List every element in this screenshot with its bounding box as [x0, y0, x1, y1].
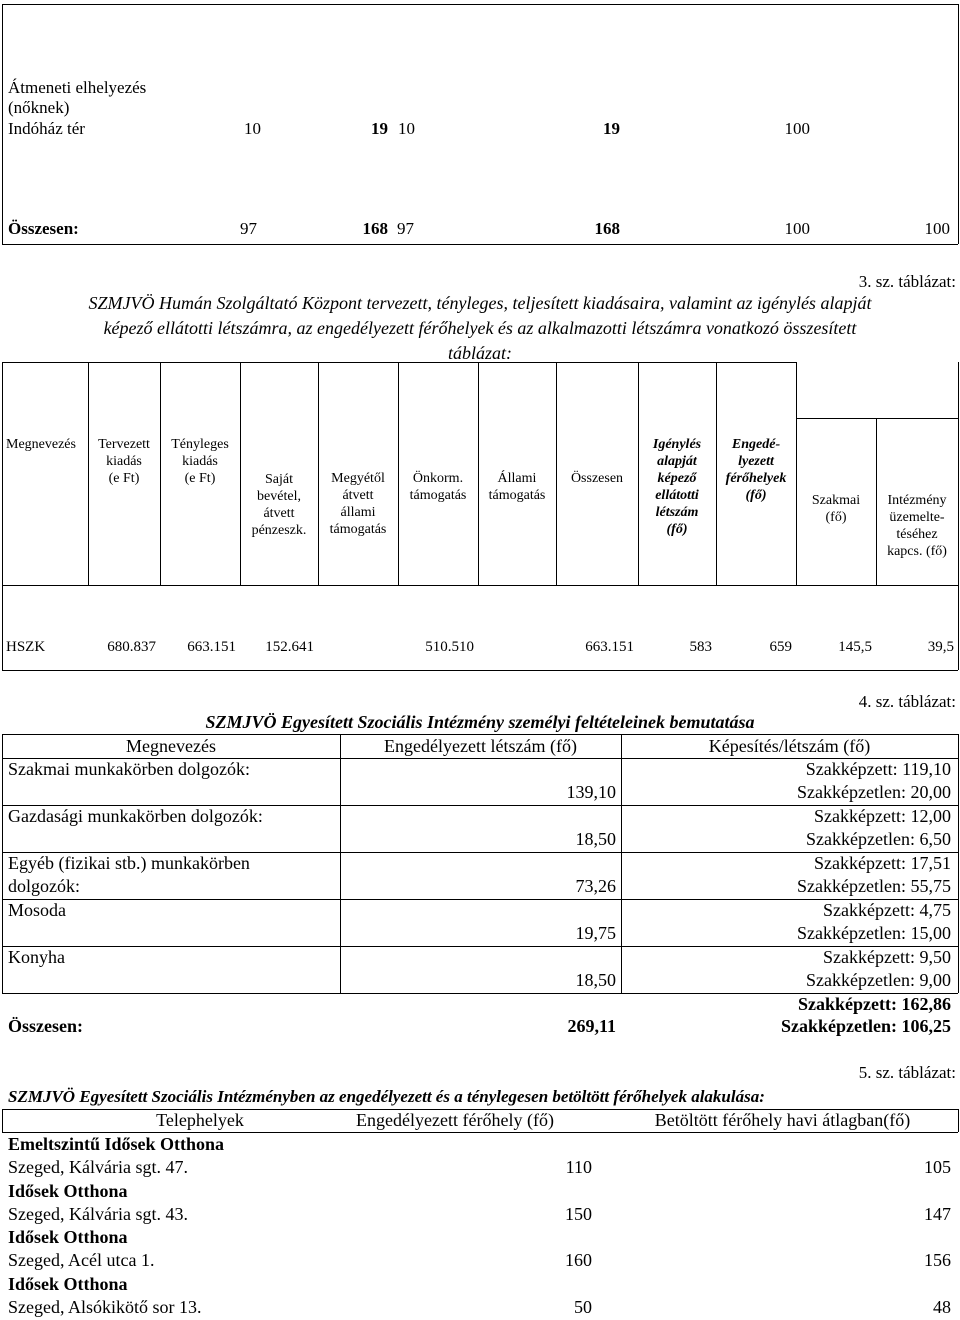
column-header: Engedé- [731, 437, 781, 452]
column-header: Megnevezés [126, 736, 216, 756]
column-header: Tényleges [171, 437, 229, 452]
facility-address: Szeged, Kálvária sgt. 47. [8, 1157, 188, 1177]
value-cell: 19 [371, 119, 388, 138]
column-header: Engedélyezett létszám (fő) [384, 736, 577, 756]
row-name: Mosoda [8, 900, 66, 920]
count-cell: 139,10 [566, 782, 616, 802]
row-name: HSZK [6, 639, 46, 655]
column-header: Igénylés [652, 437, 702, 452]
column-header: (fő) [666, 522, 688, 537]
row-name: Konyha [8, 947, 65, 967]
column-header: létszám [655, 505, 699, 520]
row-name-line: (nőknek) [8, 98, 70, 117]
row-name: Gazdasági munkakörben dolgozók: [8, 806, 263, 826]
column-header: Saját [265, 472, 293, 487]
approved-cell: 160 [565, 1250, 592, 1270]
table-cell: 663.151 [585, 639, 634, 655]
column-header: (fő) [745, 488, 767, 503]
column-header: Képesítés/létszám (fő) [708, 736, 871, 756]
column-header: támogatás [329, 522, 387, 537]
facility-name: Idősek Otthona [8, 1227, 128, 1247]
column-header: Betöltött férőhely havi átlagban(fő) [654, 1110, 911, 1130]
column-header: Engedélyezett férőhely (fő) [356, 1110, 554, 1130]
table-cell: 152.641 [265, 639, 314, 655]
facility-name: Idősek Otthona [8, 1181, 128, 1201]
value-cell: 97 [397, 219, 414, 238]
column-header: téséhez [896, 527, 938, 542]
value-cell: 19 [603, 119, 620, 138]
title-line: képező ellátotti létszámra, az engedélyezett férőhelyek és az alkalmazotti létszámra vonatkozó összesített [103, 318, 857, 338]
facility-address: Szeged, Kálvária sgt. 43. [8, 1204, 188, 1224]
value-cell: 10 [398, 119, 415, 138]
column-header: kapcs. (fő) [887, 544, 947, 559]
column-header: ellátotti [655, 488, 699, 503]
column-header: (fő) [825, 510, 847, 525]
facility-name: Emeltszintű Idősek Otthona [8, 1134, 225, 1154]
approved-cell: 150 [565, 1204, 592, 1224]
value-cell: 100 [924, 219, 950, 238]
column-header: Szakmai [811, 493, 861, 508]
count-cell: 18,50 [575, 970, 616, 990]
title-line: táblázat: [447, 343, 512, 363]
total-count: 269,11 [567, 1016, 616, 1036]
qualified-cell: Szakképzett: 119,10 [805, 759, 951, 779]
column-header: férőhelyek [725, 471, 787, 486]
unqualified-cell: Szakképzetlen: 6,50 [806, 829, 951, 849]
table-cell: 583 [689, 639, 712, 655]
filled-cell: 147 [924, 1204, 951, 1224]
row-name: Egyéb (fizikai stb.) munkakörben [8, 853, 250, 873]
filled-cell: 156 [924, 1250, 951, 1270]
column-header: Önkorm. [412, 471, 464, 486]
column-header: pénzeszk. [251, 523, 307, 538]
count-cell: 73,26 [575, 876, 616, 896]
table-cell: 39,5 [927, 639, 954, 655]
column-header: támogatás [488, 488, 546, 503]
column-header: Állami [497, 471, 537, 486]
qualified-cell: Szakképzett: 9,50 [823, 947, 951, 967]
column-header: Intézmény [887, 493, 947, 508]
column-header: alapját [657, 454, 697, 469]
table-title: SZMJVÖ Egyesített Szociális Intézményben az engedélyezett és a ténylegesen betöltött férőhelyek alakulása: [8, 1087, 765, 1106]
value-cell: 100 [784, 119, 810, 138]
approved-cell: 50 [574, 1297, 592, 1317]
column-header: támogatás [409, 488, 467, 503]
column-header: üzemelte- [889, 510, 945, 525]
total-label: Összesen: [8, 219, 79, 238]
count-cell: 19,75 [575, 923, 616, 943]
value-cell: 10 [244, 119, 261, 138]
column-header: Megyétől [331, 471, 385, 486]
qualified-cell: Szakképzett: 4,75 [823, 900, 951, 920]
total-unqualified: Szakképzetlen: 106,25 [781, 1016, 951, 1036]
table-ref: 4. sz. táblázat: [858, 692, 956, 711]
column-header: (e Ft) [184, 471, 216, 486]
table-cell: 145,5 [838, 639, 872, 655]
column-header: átvett [263, 506, 295, 521]
value-cell: 168 [594, 219, 620, 238]
table-ref: 3. sz. táblázat: [858, 272, 956, 291]
filled-cell: 105 [924, 1157, 951, 1177]
table-ref: 5. sz. táblázat: [858, 1063, 956, 1082]
unqualified-cell: Szakképzetlen: 9,00 [806, 970, 951, 990]
facility-name: Idősek Otthona [8, 1274, 128, 1294]
row-name-line: Átmeneti elhelyezés [8, 78, 147, 97]
column-header: állami [340, 505, 376, 520]
row-name: Szakmai munkakörben dolgozók: [8, 759, 250, 779]
column-header: lyezett [738, 454, 774, 469]
column-header: kiadás [182, 454, 218, 469]
unqualified-cell: Szakképzetlen: 55,75 [797, 876, 951, 896]
count-cell: 18,50 [575, 829, 616, 849]
total-label: Összesen: [8, 1016, 83, 1036]
unqualified-cell: Szakképzetlen: 20,00 [797, 782, 951, 802]
table-cell: 663.151 [187, 639, 236, 655]
value-cell: 97 [240, 219, 257, 238]
column-header: Telephelyek [156, 1110, 244, 1130]
column-header: (e Ft) [108, 471, 140, 486]
column-header: átvett [342, 488, 374, 503]
column-header: bevétel, [257, 489, 301, 504]
column-header: kiadás [106, 454, 142, 469]
table-cell: 510.510 [425, 639, 474, 655]
table-cell: 659 [769, 639, 792, 655]
facility-address: Szeged, Alsókikötő sor 13. [8, 1297, 202, 1317]
table-cell: 680.837 [107, 639, 156, 655]
column-header: Megnevezés [6, 437, 76, 452]
column-header: Összesen [570, 471, 624, 486]
filled-cell: 48 [933, 1297, 951, 1317]
column-header: képező [657, 471, 697, 486]
unqualified-cell: Szakképzetlen: 15,00 [797, 923, 951, 943]
approved-cell: 110 [565, 1157, 592, 1177]
qualified-cell: Szakképzett: 12,00 [814, 806, 951, 826]
column-header: Tervezett [98, 437, 150, 452]
value-cell: 168 [362, 219, 388, 238]
qualified-cell: Szakképzett: 17,51 [814, 853, 951, 873]
total-qualified: Szakképzett: 162,86 [798, 994, 951, 1014]
facility-address: Szeged, Acél utca 1. [8, 1250, 155, 1270]
row-name-line: Indóház tér [8, 119, 85, 138]
value-cell: 100 [784, 219, 810, 238]
table-title: SZMJVÖ Egyesített Szociális Intézmény személyi feltételeinek bemutatása [205, 712, 755, 732]
title-line: SZMJVÖ Humán Szolgáltató Központ tervezett, tényleges, teljesített kiadásaira, valamint az igénylés alapját [88, 293, 872, 313]
row-name: dolgozók: [8, 876, 80, 896]
